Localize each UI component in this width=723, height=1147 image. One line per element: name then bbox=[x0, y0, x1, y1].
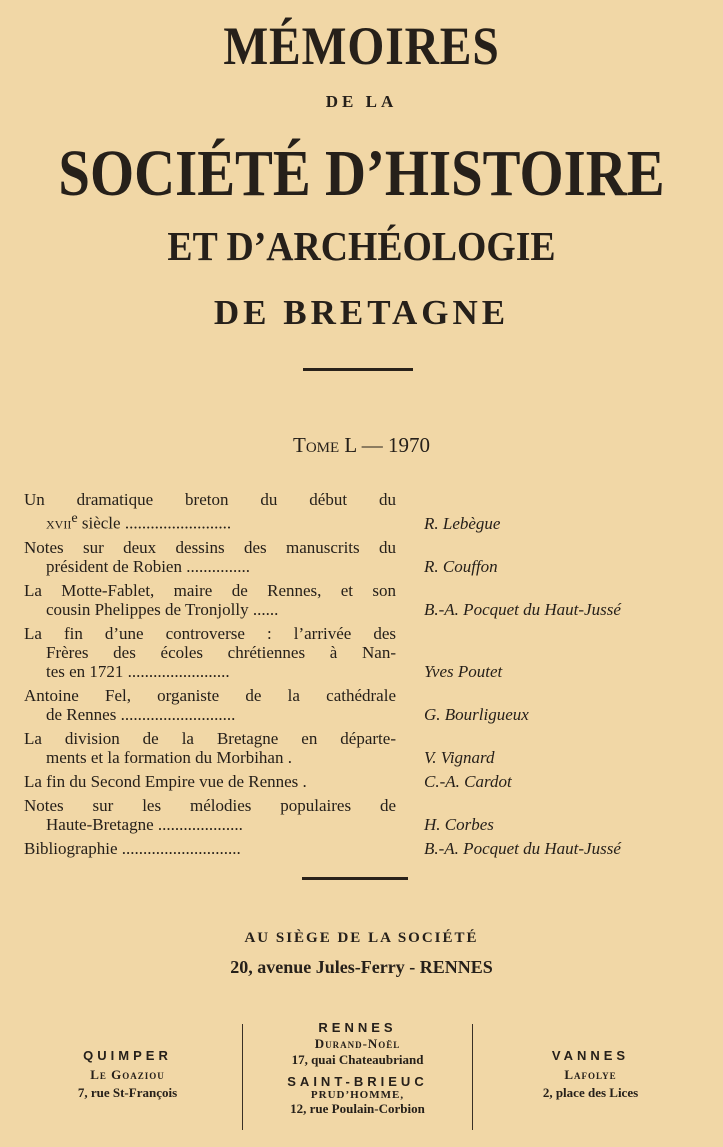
toc-entry-line: La division de la Bretagne en départe- bbox=[24, 728, 396, 748]
city-saint-brieuc: SAINT-BRIEUC bbox=[287, 1074, 428, 1089]
publisher-address-saint-brieuc: 12, rue Poulain-Corbion bbox=[290, 1101, 425, 1116]
toc-entry-title bbox=[24, 772, 396, 791]
publisher-rennes bbox=[250, 1020, 465, 1117]
title-archeologie: ET D’ARCHÉOLOGIE bbox=[167, 223, 556, 269]
toc-entry-line: Frères des écoles chrétiennes à Nan- bbox=[46, 642, 396, 662]
city-rennes: RENNES bbox=[318, 1020, 397, 1035]
city-quimper: QUIMPER bbox=[83, 1048, 172, 1063]
title-memoires: MÉMOIRES bbox=[223, 16, 500, 76]
toc-entry-line: Antoine Fel, organiste de la cathédrale bbox=[24, 685, 396, 705]
divider-top bbox=[303, 368, 413, 371]
toc-entry-author: G. Bourligueux bbox=[424, 704, 529, 724]
publisher-name-saint-brieuc: PRUD’HOMME, bbox=[310, 1089, 405, 1101]
toc-entry-line: La Motte-Fablet, maire de Rennes, et son bbox=[24, 580, 396, 600]
toc-entry-line: Un dramatique breton du début du bbox=[24, 490, 396, 509]
publisher-vannes bbox=[478, 1048, 703, 1101]
toc-entry-title bbox=[24, 581, 396, 619]
toc-entry-line: tes en 1721 ........................ bbox=[46, 661, 230, 681]
toc-entry-author: R. Lebègue bbox=[424, 513, 501, 533]
toc-entry-line: Bibliographie ............................ bbox=[24, 838, 241, 858]
siege-heading: AU SIÈGE DE LA SOCIÉTÉ bbox=[244, 930, 479, 946]
toc-entry bbox=[24, 796, 704, 834]
publisher-address-rennes: 17, quai Chateaubriand bbox=[291, 1052, 424, 1067]
toc-entry-title bbox=[24, 839, 396, 858]
toc-entry-line: Notes sur deux dessins des manuscrits du bbox=[24, 537, 396, 557]
toc-entry-author: C.-A. Cardot bbox=[424, 771, 512, 791]
toc-entry-line: cousin Phelippes de Tronjolly ...... bbox=[46, 599, 279, 619]
toc-entry bbox=[24, 772, 704, 791]
toc-entry-line: Haute-Bretagne .................... bbox=[46, 814, 243, 834]
toc-entry-line: ments et la formation du Morbihan . bbox=[46, 747, 292, 767]
toc-entry-title bbox=[24, 490, 396, 533]
toc-entry bbox=[24, 538, 704, 576]
city-vannes: VANNES bbox=[551, 1048, 630, 1063]
toc-entry-title bbox=[24, 686, 396, 724]
toc-entry-line: Notes sur les mélodies populaires de bbox=[24, 795, 396, 815]
toc-entry bbox=[24, 581, 704, 619]
column-divider-left bbox=[242, 1024, 243, 1130]
toc-entry-title bbox=[24, 796, 396, 834]
toc-entry-author: R. Couffon bbox=[424, 556, 498, 576]
toc-entry bbox=[24, 490, 704, 533]
tome-text: Tome L — 1970 bbox=[293, 433, 430, 457]
title-societe-histoire: SOCIÉTÉ D’HISTOIRE bbox=[58, 137, 665, 210]
title-bretagne: DE BRETAGNE bbox=[213, 293, 510, 332]
toc-entry-author: Yves Poutet bbox=[424, 661, 503, 681]
toc-entry bbox=[24, 839, 704, 858]
toc-entry-author: H. Corbes bbox=[424, 814, 494, 834]
publisher-name-rennes: Durand-Noël bbox=[314, 1036, 401, 1051]
publisher-quimper bbox=[20, 1048, 235, 1101]
table-of-contents bbox=[24, 490, 704, 863]
column-divider-right bbox=[472, 1024, 473, 1130]
title-de-la: DE LA bbox=[325, 92, 398, 111]
toc-entry-author: B.-A. Pocquet du Haut-Jussé bbox=[424, 599, 621, 619]
toc-entry bbox=[24, 686, 704, 724]
publisher-name-vannes: Lafolye bbox=[564, 1067, 617, 1082]
toc-entry bbox=[24, 624, 704, 681]
toc-entry-line: La fin d’une controverse : l’arrivée des bbox=[24, 623, 396, 643]
tome-label bbox=[0, 432, 723, 458]
toc-entry-line: xvii$^e$ siècle ......................... bbox=[46, 510, 232, 533]
siege-address: 20, avenue Jules-Ferry - RENNES bbox=[230, 957, 493, 977]
publisher-name-quimper: Le Goaziou bbox=[90, 1067, 165, 1082]
toc-entry-title bbox=[24, 729, 396, 767]
toc-entry-title bbox=[24, 538, 396, 576]
toc-entry-line: de Rennes ........................... bbox=[46, 704, 236, 724]
toc-entry-author: B.-A. Pocquet du Haut-Jussé bbox=[424, 838, 621, 858]
divider-bottom bbox=[302, 877, 408, 880]
publisher-address-vannes: 2, place des Lices bbox=[542, 1085, 639, 1100]
toc-entry-line: président de Robien ............... bbox=[46, 556, 250, 576]
publisher-address-quimper: 7, rue St-François bbox=[77, 1085, 178, 1100]
toc-entry-line: La fin du Second Empire vue de Rennes . bbox=[24, 771, 307, 791]
toc-entry bbox=[24, 729, 704, 767]
toc-entry-author: V. Vignard bbox=[424, 747, 495, 767]
toc-entry-title bbox=[24, 624, 396, 681]
